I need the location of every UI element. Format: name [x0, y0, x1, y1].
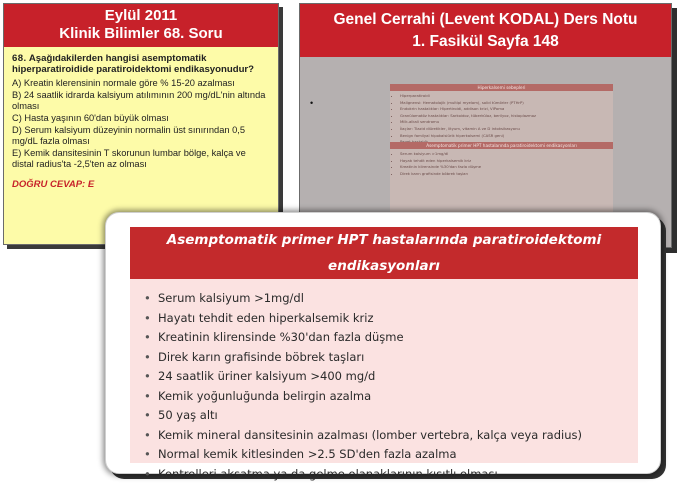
mini-item: • Kreatinin klirensinde %30'dan fazla düşme — [400, 164, 613, 171]
indication-text: Kemik mineral dansitesinin azalması (lomber vertebra, kalça veya radius) — [158, 428, 582, 442]
indication-item — [144, 465, 638, 484]
option-b: B) 24 saatlik idrarda kalsiyum atılımının 200 mg/dL'nin altında olması — [12, 90, 270, 112]
mini-item: • Direk karın grafisinde böbrek taşları — [400, 171, 613, 178]
bullet-icon: • — [144, 445, 158, 465]
mini-item: • İlaçlar: Tiazid diüretikler, lityum, vitamin A ve D intoksikasyonu — [400, 126, 613, 133]
question-header-date: Eylül 2011 — [4, 7, 278, 25]
bullet-icon: • — [144, 289, 158, 309]
indication-item — [144, 387, 638, 407]
mini-item: • Malignensi: Hematolojik (multipl myelom), solid tümörler (PTHrP) — [400, 100, 613, 107]
indication-item — [144, 406, 638, 426]
bullet-icon: • — [144, 406, 158, 426]
indication-text: Kreatinin klirensinde %30'dan fazla düşme — [158, 330, 404, 344]
question-stem — [12, 53, 270, 75]
mini-item: • Serum kalsiyum >1mg/dl — [400, 151, 613, 158]
option-d: D) Serum kalsiyum düzeyinin normalin üst sınırından 0,5 mg/dL fazla olması — [12, 125, 270, 147]
question-number: 68. — [12, 53, 27, 64]
indication-item — [144, 348, 638, 368]
question-header — [4, 4, 278, 47]
mini-table-title: Hiperkalsemi sebepleri — [390, 84, 613, 91]
question-header-subject: Klinik Bilimler 68. Soru — [4, 25, 278, 43]
bullet-icon: • — [144, 426, 158, 446]
mini-item: • Hayatı tehdit eden hiperkalsemik kriz — [400, 158, 613, 165]
mini-table-title: Asemptomatik primer HPT hastalarında paratiroidektomi endikasyonları — [390, 142, 613, 149]
bullet-icon: • — [144, 387, 158, 407]
mini-item: • Granülomatöz hastalıklar: Sarkoidoz, tüberküloz, berilyoz, histoplazmoz — [400, 113, 613, 120]
indication-text: 24 saatlik üriner kalsiyum >400 mg/d — [158, 369, 375, 383]
mini-item: • Benign familyal hipokalsiürik hiperkalsemi (CASR geni) — [400, 133, 613, 140]
bullet-icon: • — [144, 465, 158, 484]
indication-text: Hayatı tehdit eden hiperkalsemik kriz — [158, 311, 374, 325]
slide-header-title: Genel Cerrahi (Levent KODAL) Ders Notu — [300, 9, 671, 31]
question-body — [4, 47, 278, 190]
slide-bullet: • — [310, 98, 313, 108]
indication-item — [144, 426, 638, 446]
option-e: E) Kemik dansitesinin T skorunun lumbar bölge, kalça ve distal radius'ta -2,5'ten az olması — [12, 148, 270, 170]
indication-item — [144, 367, 638, 387]
mini-item: • Hiperparatiroidi — [400, 93, 613, 100]
slide-header-page: 1. Fasikül Sayfa 148 — [300, 31, 671, 53]
answer-options — [12, 78, 270, 170]
indication-text: Kontrolleri aksatma ya da gelme olanaklarının kısıtlı olması — [158, 467, 498, 481]
indication-text: 50 yaş altı — [158, 408, 218, 422]
bullet-icon: • — [144, 328, 158, 348]
indications-panel — [130, 227, 638, 463]
indication-text: Kemik yoğunluğunda belirgin azalma — [158, 389, 371, 403]
question-card — [3, 3, 279, 245]
indication-item — [144, 309, 638, 329]
indication-text: Normal kemik kitlesinden >2.5 SD'den fazla azalma — [158, 447, 457, 461]
option-a: A) Kreatin klerensinin normale göre % 15-20 azalması — [12, 78, 270, 89]
indication-text: Direk karın grafisinde böbrek taşları — [158, 350, 364, 364]
mini-item: • Endokrin hastalıklar: Hipertiroidi, addison krizi, VIPoma — [400, 106, 613, 113]
bullet-icon: • — [144, 367, 158, 387]
slide-header — [300, 4, 671, 57]
mini-item: • Milk-alkali sendromu — [400, 119, 613, 126]
correct-answer: DOĞRU CEVAP: E — [12, 179, 270, 190]
indication-item — [144, 289, 638, 309]
indications-callout — [105, 212, 661, 474]
bullet-icon: • — [144, 348, 158, 368]
indication-item — [144, 328, 638, 348]
question-text: Aşağıdakilerden hangisi asemptomatik hiperparatiroidide paratiroidektomi endikasyonudur? — [12, 53, 254, 75]
indication-text: Serum kalsiyum >1mg/dl — [158, 291, 304, 305]
mini-table-list — [390, 151, 613, 177]
indications-list — [130, 279, 638, 484]
option-c: C) Hasta yaşının 60'dan büyük olması — [12, 113, 270, 124]
bullet-icon: • — [144, 309, 158, 329]
indication-item — [144, 445, 638, 465]
indications-title: Asemptomatik primer HPT hastalarında paratiroidektomi endikasyonları — [130, 227, 638, 279]
